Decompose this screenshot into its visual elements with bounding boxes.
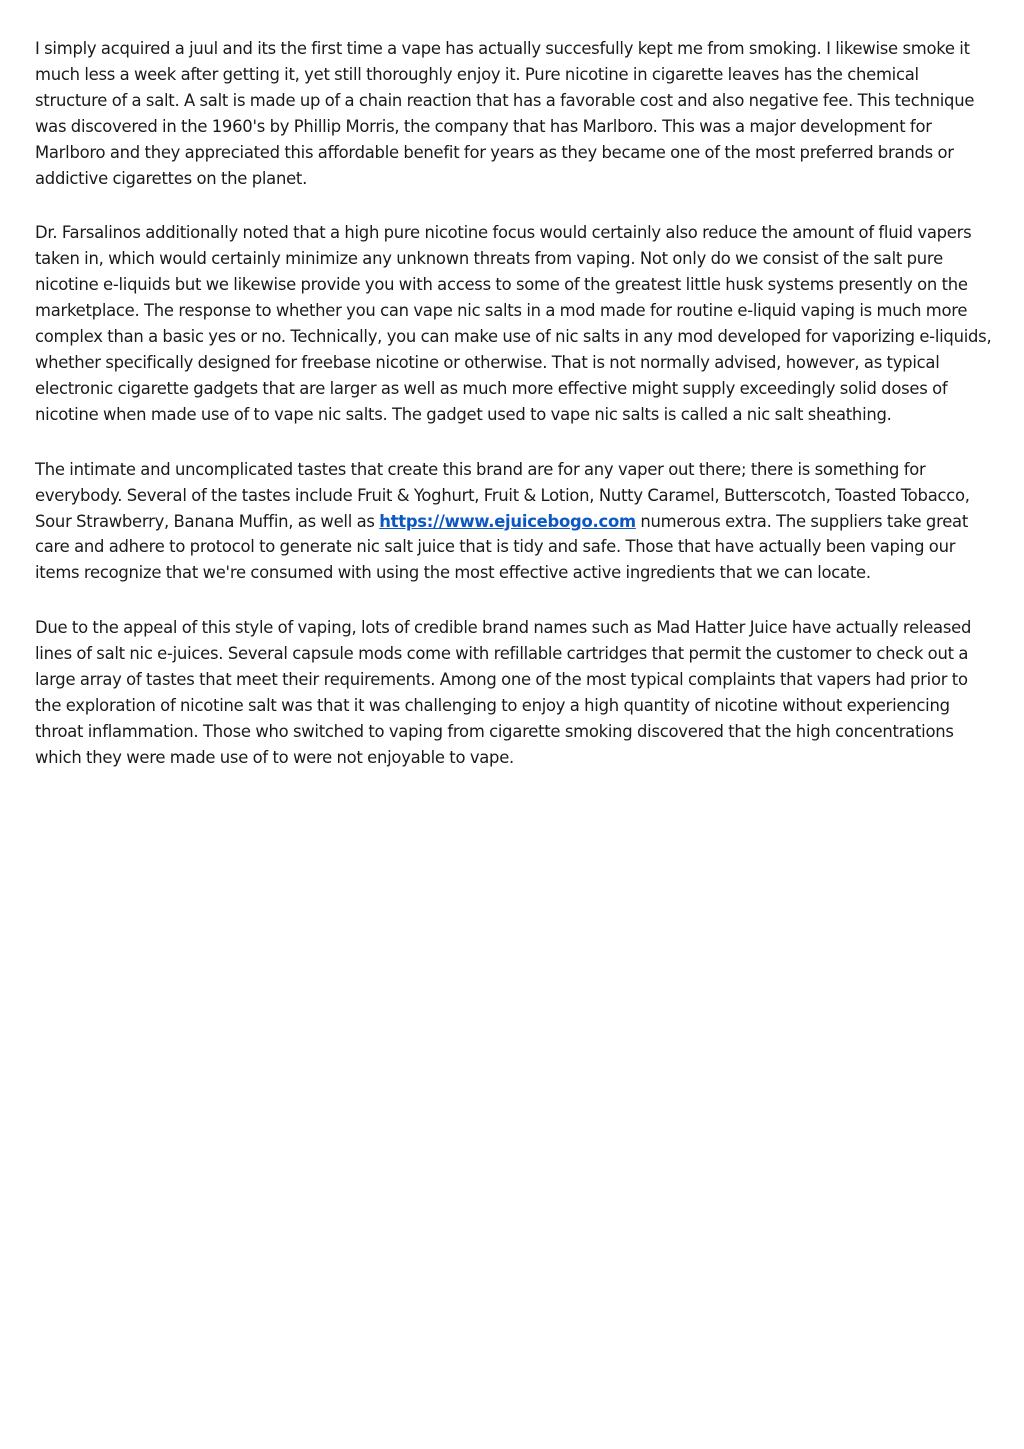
paragraph-4: Due to the appeal of this style of vaping, lots of credible brand names such as Mad Hatter Juice have actually released lines of salt nic e-juices. Several capsule mods come with refillable cartridges that permit the customer to check out a large array of tastes that meet their requirements. Among one of the most typical complaints that vapers had prior to the exploration of nicotine salt was that it was challenging to enjoy a high quantity of nicotine without experiencing throat inflammation. Those who switched to vaping from cigarette smoking discovered that the high concentrations which they were made use of to were not enjoyable to vape.: [35, 618, 972, 767]
paragraph-3-text-before-link: The intimate and uncomplicated tastes that create this brand are for any vaper out there; there is something for everybody. Several of the tastes include Fruit & Yoghurt, Fruit & Lotion, Nutty Caramel, Butterscotch, Toasted Tobacco, Sour Strawberry, Banana Muffin, as well as: [35, 459, 970, 531]
paragraph-1: I simply acquired a juul and its the first time a vape has actually succesfully kept me from smoking. I likewise smoke it much less a week after getting it, yet still thoroughly enjoy it. Pure nicotine in cigarette leaves has the chemical structure of a salt. A salt is made up of a chain reaction that has a favorable cost and also negative fee. This technique was discovered in the 1960's by Phillip Morris, the company that has Marlboro. This was a major development for Marlboro and they appreciated this affordable benefit for years as they became one of the most preferred brands or addictive cigarettes on the planet.: [35, 39, 975, 188]
ejuicebogo-link[interactable]: https://www.ejuicebogo.com: [379, 511, 636, 531]
paragraph-3: [35, 457, 995, 587]
paragraph-2: Dr. Farsalinos additionally noted that a high pure nicotine focus would certainly also reduce the amount of fluid vapers taken in, which would certainly minimize any unknown threats from vaping. Not only do we consist of the salt pure nicotine e-liquids but we likewise provide you with access to some of the greatest little husk systems presently on the marketplace. The response to whether you can vape nic salts in a mod made for routine e-liquid vaping is much more complex than a basic yes or no. Technically, you can make use of nic salts in any mod developed for vaporizing e-liquids, whether specifically designed for freebase nicotine or otherwise. That is not normally advised, however, as typical electronic cigarette gadgets that are larger as well as much more effective might supply exceedingly solid doses of nicotine when made use of to vape nic salts. The gadget used to vape nic salts is called a nic salt sheathing.: [35, 223, 992, 424]
document-body: [35, 36, 995, 800]
paragraph-3-text-after-link: numerous extra. The suppliers take great care and adhere to protocol to generate nic salt juice that is tidy and safe. Those that have actually been vaping our items recognize that we're consumed with using the most effective active ingredients that we can locate.: [35, 511, 969, 583]
